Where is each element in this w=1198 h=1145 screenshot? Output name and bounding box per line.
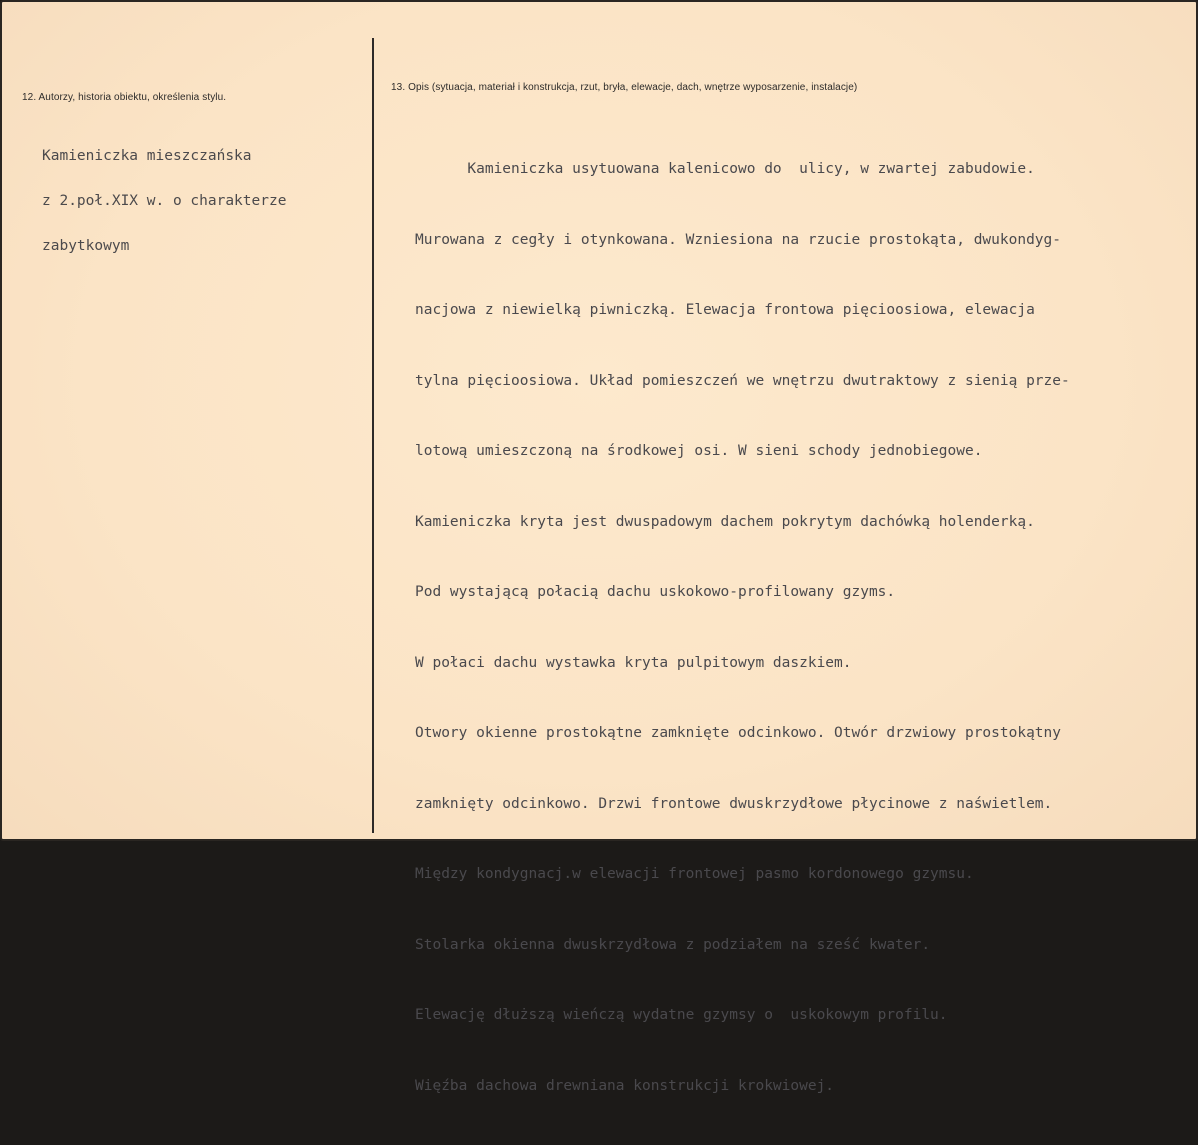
section-13-line: tylna pięcioosiowa. Układ pomieszczeń we wnętrzu dwutraktowy z sienią prze- [415,372,1070,389]
section-12-line: Kamieniczka mieszczańska [42,148,252,164]
section-13-line: Otwory okienne prostokątne zamknięte odcinkowo. Otwór drzwiowy prostokątny [415,725,1062,741]
section-13-line: Pod wystającą połacią dachu uskokowo-profilowany gzyms. [415,584,896,600]
section-13-text [415,111,1070,1145]
section-13-line: Kamieniczka kryta jest dwuspadowym dachem pokrytym dachówką holenderką. [415,513,1035,530]
section-13-label: 13. Opis (sytuacja, materiał i konstrukcja, rzut, bryła, elewacje, dach, wnętrze wyposarzenie, instalacje) [391,82,858,93]
section-13-line: Kamieniczka usytuowana kalenicowo do ulicy, w zwartej zabudowie. [415,161,1035,177]
section-12-label: 12. Autorzy, historia obiektu, określenia stylu. [22,92,227,103]
section-13-line: Murowana z cegły i otynkowana. Wzniesiona na rzucie prostokąta, dwukondyg- [415,231,1062,248]
column-divider [372,38,374,833]
section-13-line: Elewację dłuższą wieńczą wydatne gzymsy o uskokowym profilu. [415,1007,948,1023]
section-13-line: Stolarka okienna dwuskrzydłowa z podziałem na sześć kwater. [415,936,931,953]
section-12-line: z 2.poł.XIX w. o charakterze [42,193,287,209]
section-13-line: Więźba dachowa drewniana konstrukcji krokwiowej. [415,1077,835,1094]
section-12-line: zabytkowym [42,238,130,254]
section-13-line: lotową umieszczoną na środkowej osi. W sieni schody jednobiegowe. [415,443,983,459]
section-12-text [42,119,286,284]
section-13-line: zamknięty odcinkowo. Drzwi frontowe dwuskrzydłowe płycinowe z naświetlem. [415,795,1053,812]
section-13-line: Między kondygnacj.w elewacji frontowej pasmo kordonowego gzymsu. [415,866,974,882]
section-13-line: nacjowa z niewielką piwniczką. Elewacja frontowa pięcioosiowa, elewacja [415,302,1035,318]
section-13-line: W połaci dachu wystawka kryta pulpitowym daszkiem. [415,654,852,671]
